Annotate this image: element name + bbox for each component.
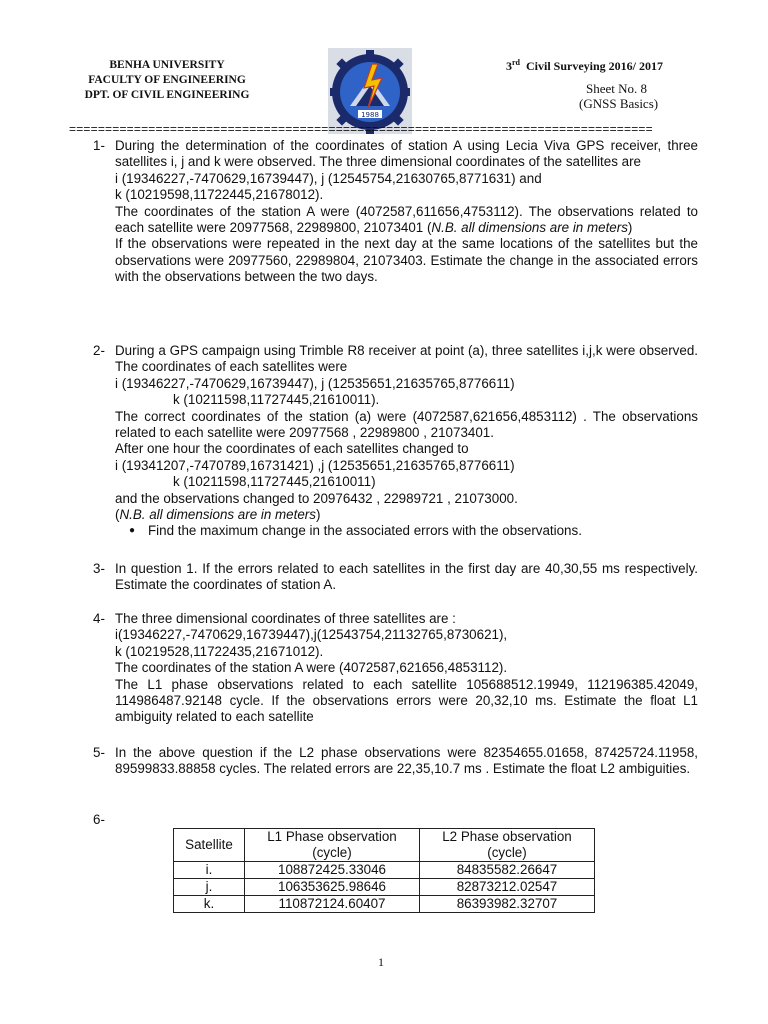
- question-text: The three dimensional coordinates of three satellites are :: [115, 611, 456, 626]
- question-3: [93, 561, 698, 594]
- table-cell: 86393982.32707: [420, 896, 595, 913]
- bullet-icon: ●: [129, 525, 136, 537]
- question-6: [93, 812, 698, 828]
- note-text: N.B. all dimensions are in meters: [431, 220, 628, 236]
- institution-block: [72, 58, 262, 103]
- table-header: L2 Phase observation (cycle): [420, 829, 595, 862]
- question-number: 2-: [93, 343, 105, 358]
- university-name: BENHA UNIVERSITY: [109, 59, 225, 71]
- table-header: L1 Phase observation (cycle): [245, 829, 420, 862]
- table-cell: j.: [174, 879, 245, 896]
- question-number: 1-: [93, 138, 105, 153]
- table-cell: 84835582.26647: [420, 862, 595, 879]
- table-cell: i.: [174, 862, 245, 879]
- separator-line: =================================================================================: [69, 122, 653, 136]
- question-text: During a GPS campaign using Trimble R8 receiver at point (a), three satellites i,j,k were observed. The coordinates of each satellites were: [115, 343, 698, 375]
- question-4: [93, 611, 698, 726]
- phase-observation-table: [173, 828, 595, 913]
- table-row: [174, 879, 595, 896]
- question-text: k (10211598,11727445,21610011): [173, 474, 376, 490]
- sheet-number: Sheet No. 8: [586, 81, 648, 96]
- question-text: i (19341207,-7470789,16731421) ,j (12535651,21635765,8776611): [115, 457, 515, 473]
- question-text: During the determination of the coordinates of station A using Lecia Viva GPS receiver, three satellites i, j and k were observed. The three dimensional coordinates of the satellites are: [115, 138, 698, 170]
- question-text: The coordinates of the station A were (4072587,621656,4853112).: [115, 660, 508, 676]
- question-number: 4-: [93, 611, 105, 626]
- department-name: DPT. OF CIVIL ENGINEERING: [84, 89, 250, 101]
- question-number: 3-: [93, 561, 105, 576]
- question-text: The coordinates of the station A were (4072587,611656,4753112). The observations related to each satellite were 20977568, 22989800, 21073401 (N.B. all dimensions are in meters): [115, 203, 698, 236]
- year-suffix: rd: [512, 58, 520, 67]
- sheet-topic: (GNSS Basics): [579, 96, 659, 111]
- table-row: [174, 896, 595, 913]
- table-row: [174, 862, 595, 879]
- question-text: i (19346227,-7470629,16739447), j (12545754,21630765,8771631) and: [115, 170, 542, 186]
- logo-year: 1988: [361, 111, 379, 119]
- question-text: (N.B. all dimensions are in meters): [115, 507, 321, 523]
- table-header: Satellite: [174, 829, 245, 862]
- question-1: [93, 138, 698, 286]
- question-text: In the above question if the L2 phase observations were 82354655.01658, 87425724.11958, 89599833.88858 cycles. The related errors are 22,35,10.7 ms . Estimate the float L2 ambiguities.: [115, 745, 698, 777]
- table-cell: 82873212.02547: [420, 879, 595, 896]
- question-text: Find the maximum change in the associated errors with the observations.: [148, 523, 582, 539]
- table-header-row: [174, 829, 595, 862]
- question-text: k (10211598,11727445,21610011).: [173, 392, 380, 408]
- question-text: In question 1. If the errors related to each satellites in the first day are 40,30,55 ms respectively. Estimate the coordinates of station A.: [115, 561, 698, 593]
- question-text: After one hour the coordinates of each satellites changed to: [115, 441, 469, 457]
- table-cell: 106353625.98646: [245, 879, 420, 896]
- question-5: [93, 745, 698, 778]
- year-number: 3: [506, 59, 512, 73]
- question-number: 6-: [93, 812, 105, 827]
- question-text: k (10219528,11722435,21671012).: [115, 643, 324, 659]
- table-cell: 108872425.33046: [245, 862, 420, 879]
- question-number: 5-: [93, 745, 105, 760]
- table-cell: 110872124.60407: [245, 896, 420, 913]
- question-text: The correct coordinates of the station (a) were (4072587,621656,4853112) . The observations related to each satellite were 20977568 , 22989800 , 21073401.: [115, 408, 698, 441]
- question-text: i (19346227,-7470629,16739447), j (12535651,21635765,8776611): [115, 375, 515, 391]
- question-text: and the observations changed to 20976432 , 22989721 , 21073000.: [115, 490, 518, 506]
- course-block: [506, 58, 726, 74]
- question-2: [93, 343, 698, 540]
- course-title: Civil Surveying 2016/ 2017: [526, 59, 664, 73]
- question-text: i(19346227,-7470629,16739447),j(12543754,21132765,8730621),: [115, 627, 508, 643]
- question-text: If the observations were repeated in the next day at the same locations of the satellites but the observations were 20977560, 22989804, 21073403. Estimate the change in the associated errors with the observations between the two days.: [115, 236, 698, 285]
- question-text: k (10219598,11722445,21678012).: [115, 187, 324, 203]
- note-text: N.B. all dimensions are in meters: [119, 507, 316, 523]
- page-number: 1: [378, 955, 384, 969]
- faculty-name: FACULTY OF ENGINEERING: [88, 74, 246, 86]
- question-text: The L1 phase observations related to each satellite 105688512.19949, 112196385.42049, 114986487.92148 cycle. If the observations errors were 20,32,10 ms. Estimate the float L1 ambiguity related to each satellite: [115, 676, 698, 725]
- table-cell: k.: [174, 896, 245, 913]
- list-item: [129, 523, 698, 539]
